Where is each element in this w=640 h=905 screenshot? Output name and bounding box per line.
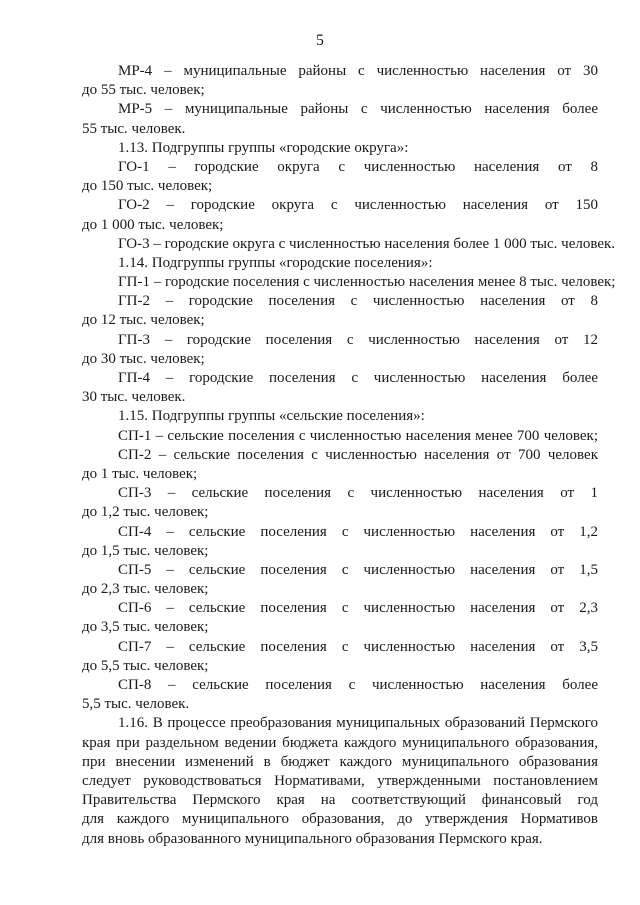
text-line: до 5,5 тыс. человек;	[82, 657, 209, 674]
text-line: Правительства Пермского края на соответствующий финансовый год	[82, 792, 598, 809]
text-line: 1.15. Подгруппы группы «сельские поселения»:	[118, 408, 425, 425]
text-line: СП-5 – сельские поселения с численностью населения от 1,5	[118, 561, 598, 578]
text-line: ГП-2 – городские поселения с численностью населения от 8	[118, 293, 598, 310]
text-line: до 1 000 тыс. человек;	[82, 216, 224, 233]
text-line: СП-8 – сельские поселения с численностью населения более	[118, 677, 598, 693]
text-line: до 2,3 тыс. человек;	[82, 581, 209, 598]
text-line: 1.16. В процессе преобразования муниципальных образований Пермского	[118, 715, 598, 732]
text-line: до 150 тыс. человек;	[82, 178, 213, 195]
text-line: ГО-3 – городские округа с численностью населения более 1 000 тыс. человек.	[118, 235, 616, 252]
text-line: СП-4 – сельские поселения с численностью населения от 1,2	[118, 523, 598, 540]
text-line: до 30 тыс. человек;	[82, 350, 205, 367]
text-line: 30 тыс. человек.	[82, 389, 186, 406]
text-line: СП-1 – сельские поселения с численностью населения менее 700 человек;	[118, 427, 598, 444]
text-line: 1.14. Подгруппы группы «городские поселения»:	[118, 254, 433, 271]
text-line: до 1,2 тыс. человек;	[82, 504, 209, 521]
text-line: ГО-1 – городские округа с численностью населения от 8	[118, 158, 598, 175]
text-line: ГП-3 – городские поселения с численностью населения от 12	[118, 331, 598, 348]
text-line: МР-5 – муниципальные районы с численностью населения более	[118, 101, 598, 118]
text-line: следует руководствоваться Нормативами, утвержденными постановлением	[82, 772, 598, 789]
text-line: для вновь образованного муниципального образования Пермского края.	[82, 830, 543, 847]
text-line: до 12 тыс. человек;	[82, 312, 205, 329]
text-line: до 1,5 тыс. человек;	[82, 542, 209, 559]
text-line: для каждого муниципального образования, до утверждения Нормативов	[82, 811, 598, 828]
page-number: 5	[316, 32, 324, 49]
text-line: СП-7 – сельские поселения с численностью населения от 3,5	[118, 638, 598, 655]
text-line: края при раздельном ведении бюджета каждого муниципального образования,	[82, 734, 598, 751]
text-line: СП-3 – сельские поселения с численностью населения от 1	[118, 485, 598, 502]
text-line: до 3,5 тыс. человек;	[82, 619, 209, 636]
text-line: 1.13. Подгруппы группы «городские округа»:	[118, 139, 409, 156]
text-line: 55 тыс. человек.	[82, 120, 186, 137]
text-line: 5,5 тыс. человек.	[82, 696, 190, 713]
text-line: ГО-2 – городские округа с численностью населения от 150	[118, 197, 598, 214]
text-line: ГП-4 – городские поселения с численностью населения более	[118, 370, 598, 386]
text-line: при внесении изменений в бюджет каждого муниципального образования	[82, 753, 598, 770]
text-line: МР-4 – муниципальные районы с численностью населения от 30	[118, 63, 598, 79]
text-line: СП-2 – сельские поселения с численностью населения от 700 человек	[118, 446, 598, 463]
text-line: до 1 тыс. человек;	[82, 465, 198, 482]
document-body	[82, 62, 616, 849]
text-line: СП-6 – сельские поселения с численностью населения от 2,3	[118, 600, 598, 617]
text-line: до 55 тыс. человек;	[82, 82, 205, 99]
text-line: ГП-1 – городские поселения с численностью населения менее 8 тыс. человек;	[118, 274, 616, 291]
